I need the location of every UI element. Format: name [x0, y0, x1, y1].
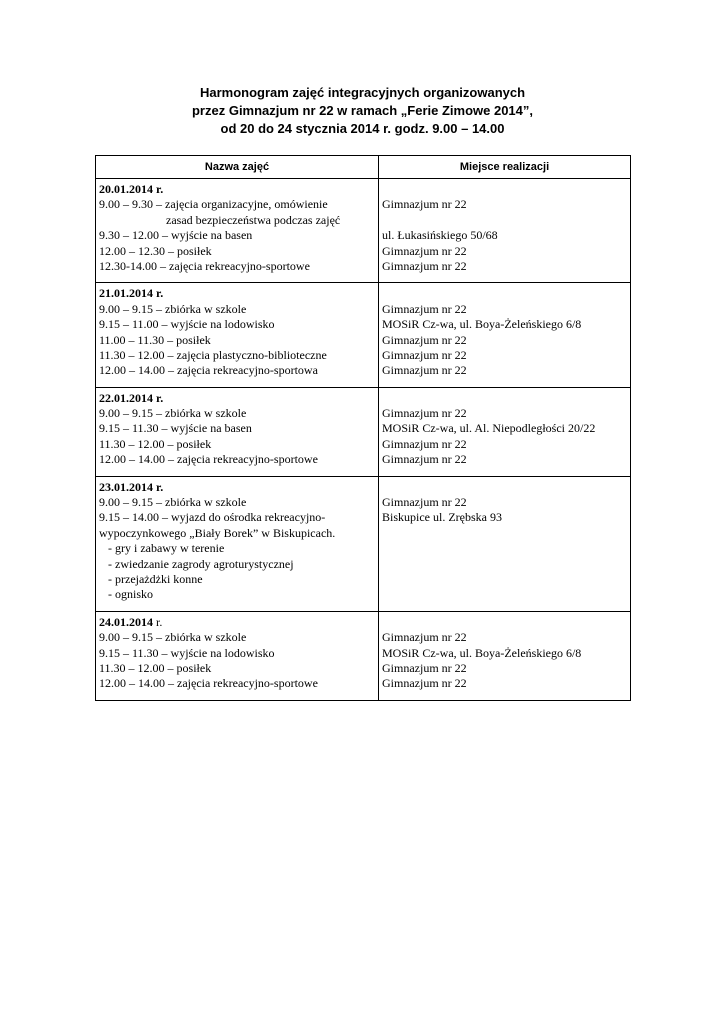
- activity-line: - przejażdżki konne: [108, 571, 203, 586]
- table-row: [96, 283, 631, 387]
- activity-line: wypoczynkowego „Biały Borek” w Biskupicach.: [99, 525, 336, 540]
- place-line: Gimnazjum nr 22: [382, 332, 467, 347]
- activity-line: 9.15 – 11.30 – wyjście na lodowisko: [99, 645, 275, 660]
- activity-line: 12.30-14.00 – zajęcia rekreacyjno-sportowe: [99, 258, 310, 273]
- place-line: Biskupice ul. Zrębska 93: [382, 510, 502, 525]
- document-title: [0, 84, 725, 138]
- table-row: [96, 611, 631, 700]
- activity-line: 9.15 – 11.00 – wyjście na lodowisko: [99, 317, 275, 332]
- activity-line: 9.30 – 12.00 – wyjście na basen: [99, 228, 253, 243]
- activities-cell: [96, 611, 379, 700]
- place-line: Gimnazjum nr 22: [382, 452, 467, 467]
- activity-line: - ognisko: [108, 587, 153, 602]
- day-date: 20.01.2014 r.: [99, 182, 164, 196]
- activity-line: 11.30 – 12.00 – posiłek: [99, 660, 212, 675]
- activity-line: 12.00 – 14.00 – zajęcia rekreacyjno-sportowe: [99, 676, 318, 691]
- activity-line: 9.00 – 9.15 – zbiórka w szkole: [99, 495, 247, 510]
- activities-cell: [96, 283, 379, 387]
- activity-line: 9.00 – 9.15 – zbiórka w szkole: [99, 406, 247, 421]
- activity-line: 12.00 – 14.00 – zajęcia rekreacyjno-sportowe: [99, 452, 318, 467]
- activity-line: zasad bezpieczeństwa podczas zajęć: [166, 212, 341, 227]
- activity-line: 11.30 – 12.00 – zajęcia plastyczno-biblioteczne: [99, 347, 327, 362]
- activity-line: 11.30 – 12.00 – posiłek: [99, 436, 212, 451]
- place-line: Gimnazjum nr 22: [382, 495, 467, 510]
- place-line: Gimnazjum nr 22: [382, 301, 467, 316]
- place-line: MOSiR Cz-wa, ul. Al. Niepodległości 20/22: [382, 421, 596, 436]
- places-cell: [379, 387, 631, 476]
- day-date-suffix: r.: [153, 614, 163, 629]
- table-row: [96, 476, 631, 611]
- table-row: [96, 179, 631, 283]
- place-line: Gimnazjum nr 22: [382, 676, 467, 691]
- places-cell: [379, 611, 631, 700]
- places-cell: [379, 283, 631, 387]
- day-date: 23.01.2014 r.: [99, 479, 164, 494]
- place-line: Gimnazjum nr 22: [382, 406, 467, 421]
- title-line-1: Harmonogram zajęć integracyjnych organizowanych: [199, 85, 526, 100]
- activity-line: 9.00 – 9.15 – zbiórka w szkole: [99, 301, 247, 316]
- schedule-table: [95, 155, 631, 701]
- places-cell: [379, 179, 631, 283]
- activities-cell: [96, 387, 379, 476]
- table-header-row: [96, 156, 631, 179]
- day-date: 24.01.2014: [99, 614, 153, 629]
- title-line-2: przez Gimnazjum nr 22 w ramach „Ferie Zimowe 2014”,: [191, 103, 533, 118]
- place-line: [382, 213, 630, 228]
- activities-cell: [96, 179, 379, 283]
- day-date: 21.01.2014 r.: [99, 286, 164, 301]
- header-activity-name: Nazwa zajęć: [96, 156, 379, 179]
- places-cell: [379, 476, 631, 611]
- place-line: Gimnazjum nr 22: [382, 347, 467, 362]
- place-line: Gimnazjum nr 22: [382, 243, 467, 258]
- activity-line: - gry i zabawy w terenie: [108, 541, 225, 556]
- place-line: Gimnazjum nr 22: [382, 630, 467, 645]
- place-line: ul. Łukasińskiego 50/68: [382, 228, 498, 243]
- activities-cell: [96, 476, 379, 611]
- activity-line: 9.15 – 11.30 – wyjście na basen: [99, 421, 252, 436]
- day-date: 22.01.2014 r.: [99, 390, 164, 405]
- header-location: Miejsce realizacji: [379, 156, 631, 179]
- table-row: [96, 387, 631, 476]
- activity-line: 12.00 – 12.30 – posiłek: [99, 243, 212, 258]
- place-line: MOSiR Cz-wa, ul. Boya-Żeleńskiego 6/8: [382, 317, 582, 332]
- place-line: Gimnazjum nr 22: [382, 660, 467, 675]
- title-line-3: od 20 do 24 stycznia 2014 r. godz. 9.00 – 14.00: [220, 121, 505, 136]
- activity-line: 12.00 – 14.00 – zajęcia rekreacyjno-sportowa: [99, 363, 318, 378]
- place-line: Gimnazjum nr 22: [382, 197, 467, 212]
- activity-line: 9.00 – 9.30 – zajęcia organizacyjne, omówienie: [99, 197, 328, 212]
- activity-line: - zwiedzanie zagrody agroturystycznej: [108, 556, 294, 571]
- place-line: Gimnazjum nr 22: [382, 436, 467, 451]
- activity-line: 9.15 – 14.00 – wyjazd do ośrodka rekreacyjno-: [99, 510, 326, 525]
- place-line: Gimnazjum nr 22: [382, 258, 467, 273]
- activity-line: 9.00 – 9.15 – zbiórka w szkole: [99, 630, 247, 645]
- place-line: MOSiR Cz-wa, ul. Boya-Żeleńskiego 6/8: [382, 645, 582, 660]
- activity-line: 11.00 – 11.30 – posiłek: [99, 332, 211, 347]
- place-line: Gimnazjum nr 22: [382, 363, 467, 378]
